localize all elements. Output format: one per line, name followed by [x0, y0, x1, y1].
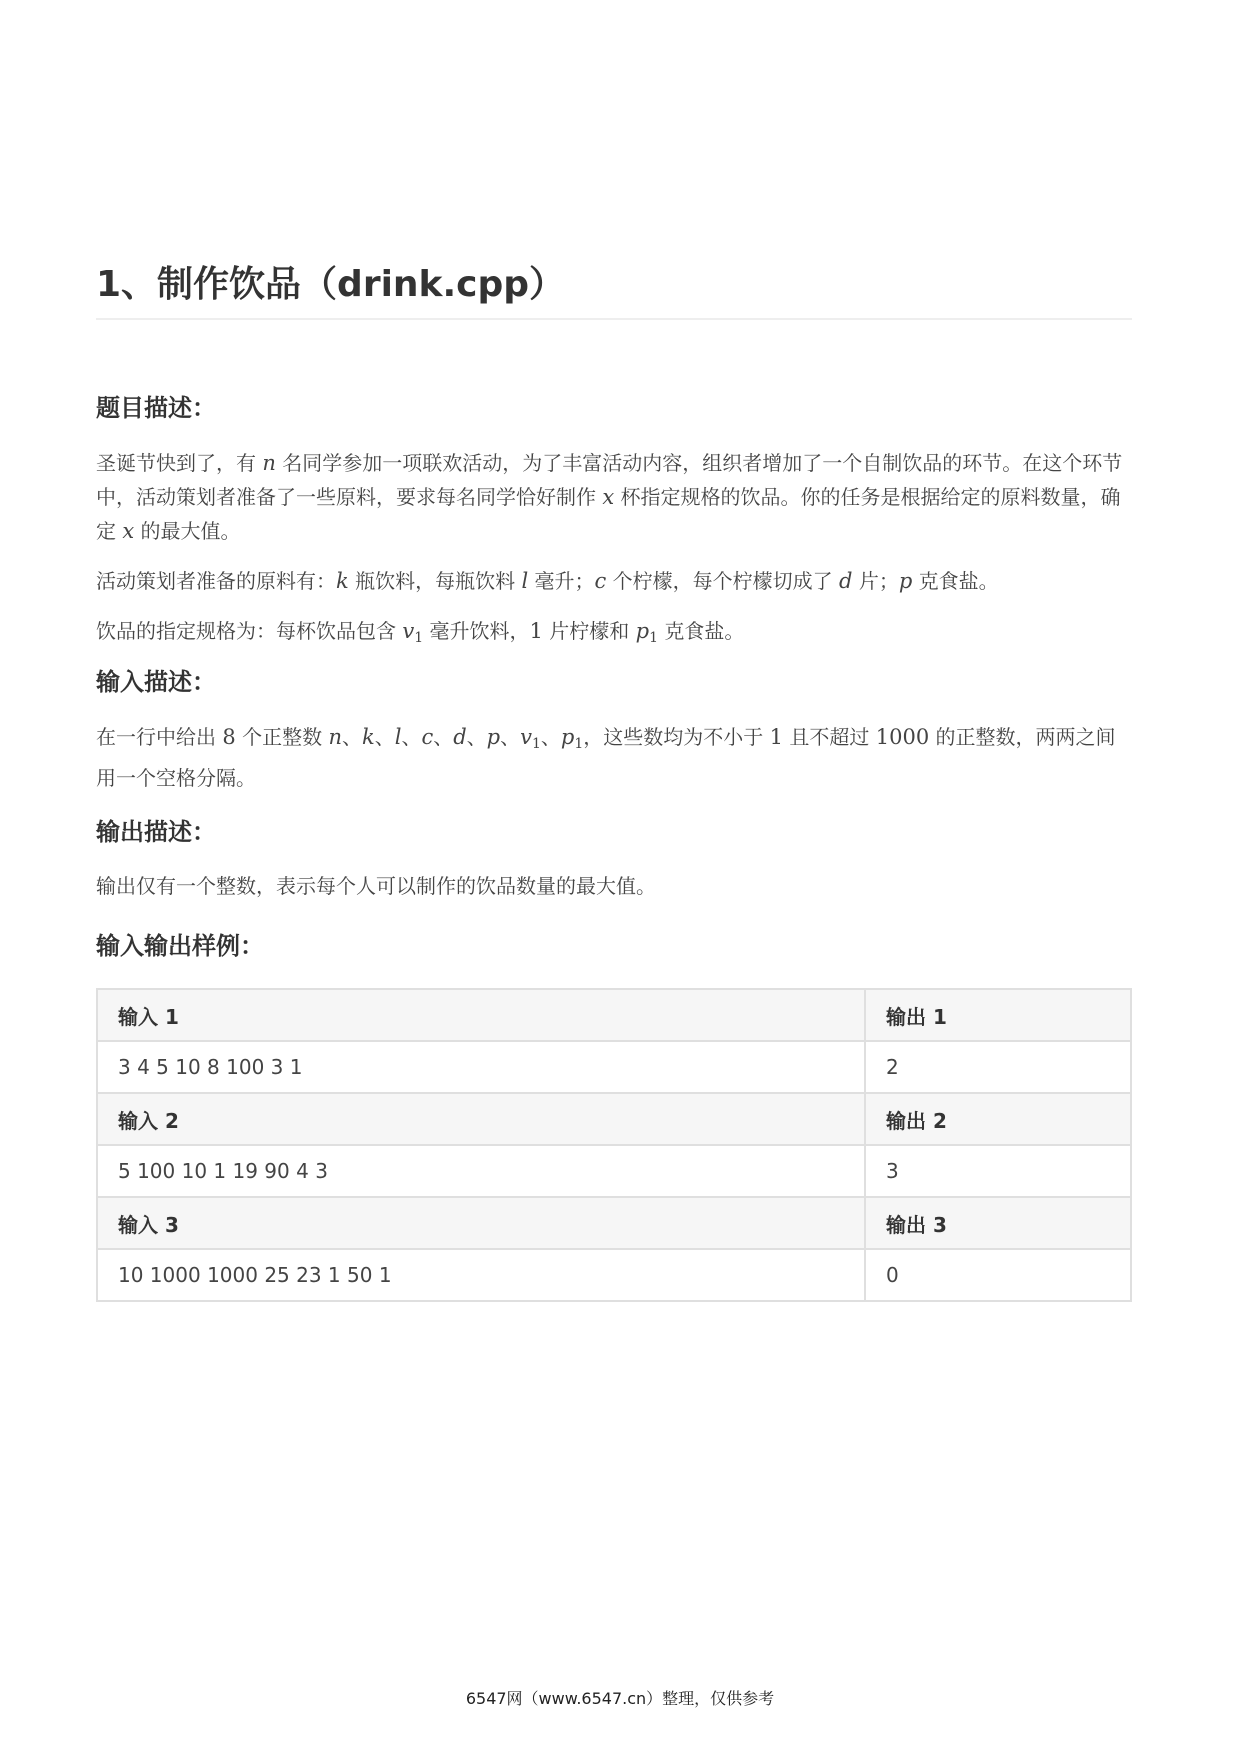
- separator: 、: [374, 725, 395, 749]
- math-var-p: p: [486, 725, 501, 749]
- text-segment: 片；: [852, 569, 899, 593]
- sample-input-cell: 10 1000 1000 25 23 1 50 1: [97, 1249, 865, 1301]
- math-number: 1000: [875, 725, 930, 749]
- math-number: 1: [769, 725, 784, 749]
- math-var-v1: [520, 725, 541, 752]
- problem-description-paragraph-2: [96, 564, 1132, 598]
- table-header-row: [97, 989, 1131, 1041]
- table-row: [97, 1145, 1131, 1197]
- table-row: [97, 1041, 1131, 1093]
- math-subscript: 1: [574, 736, 584, 752]
- samples-heading: 输入输出样例：: [96, 932, 264, 960]
- table-header-cell: 输出 3: [865, 1197, 1131, 1249]
- table-header-cell: 输出 2: [865, 1093, 1131, 1145]
- text-segment: 的正整数，两两之间用一个空格分隔。: [96, 725, 1116, 790]
- math-subscript: 1: [414, 630, 424, 646]
- text-segment: 名同学参加一项联欢活动，为了丰富活动内容，组织者增加了一个自制饮品的环节。在这个环节中，活动策划者准备了一些原料，要求每名同学恰好制作: [96, 451, 1123, 509]
- table-header-row: [97, 1197, 1131, 1249]
- output-description-heading: 输出描述：: [96, 818, 216, 846]
- sample-input-cell: 5 100 10 1 19 90 4 3: [97, 1145, 865, 1197]
- math-var-p: p: [635, 619, 650, 643]
- math-var-n: n: [262, 451, 276, 475]
- text-segment: 活动策划者准备的原料有：: [96, 569, 336, 593]
- math-subscript: 1: [531, 736, 541, 752]
- text-segment: 在一行中给出: [96, 725, 223, 749]
- math-var-l: l: [394, 725, 402, 749]
- table-header-cell: 输出 1: [865, 989, 1131, 1041]
- table-row: [97, 1249, 1131, 1301]
- text-segment: 饮品的指定规格为：每杯饮品包含: [96, 619, 403, 643]
- math-var-v: v: [402, 619, 415, 643]
- math-number: 8: [222, 725, 236, 749]
- separator: 、: [433, 725, 454, 749]
- problem-description-paragraph-1: [96, 446, 1132, 548]
- problem-title: 1、制作饮品（drink.cpp）: [96, 262, 1132, 320]
- table-header-cell: 输入 2: [97, 1093, 865, 1145]
- math-var-x: x: [122, 519, 135, 543]
- page-footer: 6547网（www.6547.cn）整理，仅供参考: [465, 1689, 775, 1708]
- math-var-d: d: [839, 569, 853, 593]
- math-var-v1: [402, 619, 424, 646]
- math-var-l: l: [521, 569, 529, 593]
- text-segment: ，这些数均为不小于: [583, 725, 770, 749]
- separator: 、: [540, 725, 561, 749]
- math-var-p1: [635, 619, 658, 646]
- math-var-p: p: [560, 725, 575, 749]
- samples-table: [96, 988, 1132, 1302]
- sample-output-cell: 0: [865, 1249, 1131, 1301]
- table-header-cell: 输入 1: [97, 989, 865, 1041]
- text-segment: 克食盐。: [657, 619, 745, 643]
- math-var-p1: [560, 725, 584, 752]
- separator: 、: [401, 725, 422, 749]
- table-header-row: [97, 1093, 1131, 1145]
- text-segment: 片柠檬和: [542, 619, 636, 643]
- sample-output-cell: 3: [865, 1145, 1131, 1197]
- math-var-d: d: [453, 725, 467, 749]
- problem-description-paragraph-3: [96, 614, 1132, 655]
- output-description-paragraph: 输出仅有一个整数，表示每个人可以制作的饮品数量的最大值。: [96, 874, 656, 898]
- math-number: 1: [529, 619, 543, 643]
- math-var-c: c: [594, 569, 607, 593]
- math-var-v: v: [520, 725, 532, 749]
- math-var-x: x: [602, 485, 615, 509]
- separator: 、: [341, 725, 362, 749]
- text-segment: 圣诞节快到了，有: [96, 451, 263, 475]
- math-var-n: n: [328, 725, 342, 749]
- text-segment: 毫升；: [528, 569, 595, 593]
- sample-output-cell: 2: [865, 1041, 1131, 1093]
- math-var-p: p: [898, 569, 913, 593]
- math-var-k: k: [361, 725, 375, 749]
- text-segment: 克食盐。: [912, 569, 999, 593]
- text-segment: 的最大值。: [134, 519, 241, 543]
- math-subscript: 1: [649, 630, 658, 646]
- separator: 、: [466, 725, 487, 749]
- input-description-heading: 输入描述：: [96, 668, 216, 696]
- text-segment: 瓶饮料，每瓶饮料: [348, 569, 522, 593]
- math-var-k: k: [336, 569, 349, 593]
- text-segment: 且不超过: [783, 725, 876, 749]
- math-var-c: c: [421, 725, 434, 749]
- sample-input-cell: 3 4 5 10 8 100 3 1: [97, 1041, 865, 1093]
- text-segment: 个正整数: [235, 725, 329, 749]
- text-segment: 个柠檬，每个柠檬切成了: [606, 569, 840, 593]
- table-header-cell: 输入 3: [97, 1197, 865, 1249]
- separator: 、: [500, 725, 521, 749]
- input-description-paragraph: [96, 720, 1132, 795]
- text-segment: 毫升饮料，: [423, 619, 530, 643]
- problem-description-heading: 题目描述：: [96, 394, 216, 422]
- text-segment: 杯指定规格的饮品。你的任务是根据给定的原料数量，确定: [96, 485, 1121, 543]
